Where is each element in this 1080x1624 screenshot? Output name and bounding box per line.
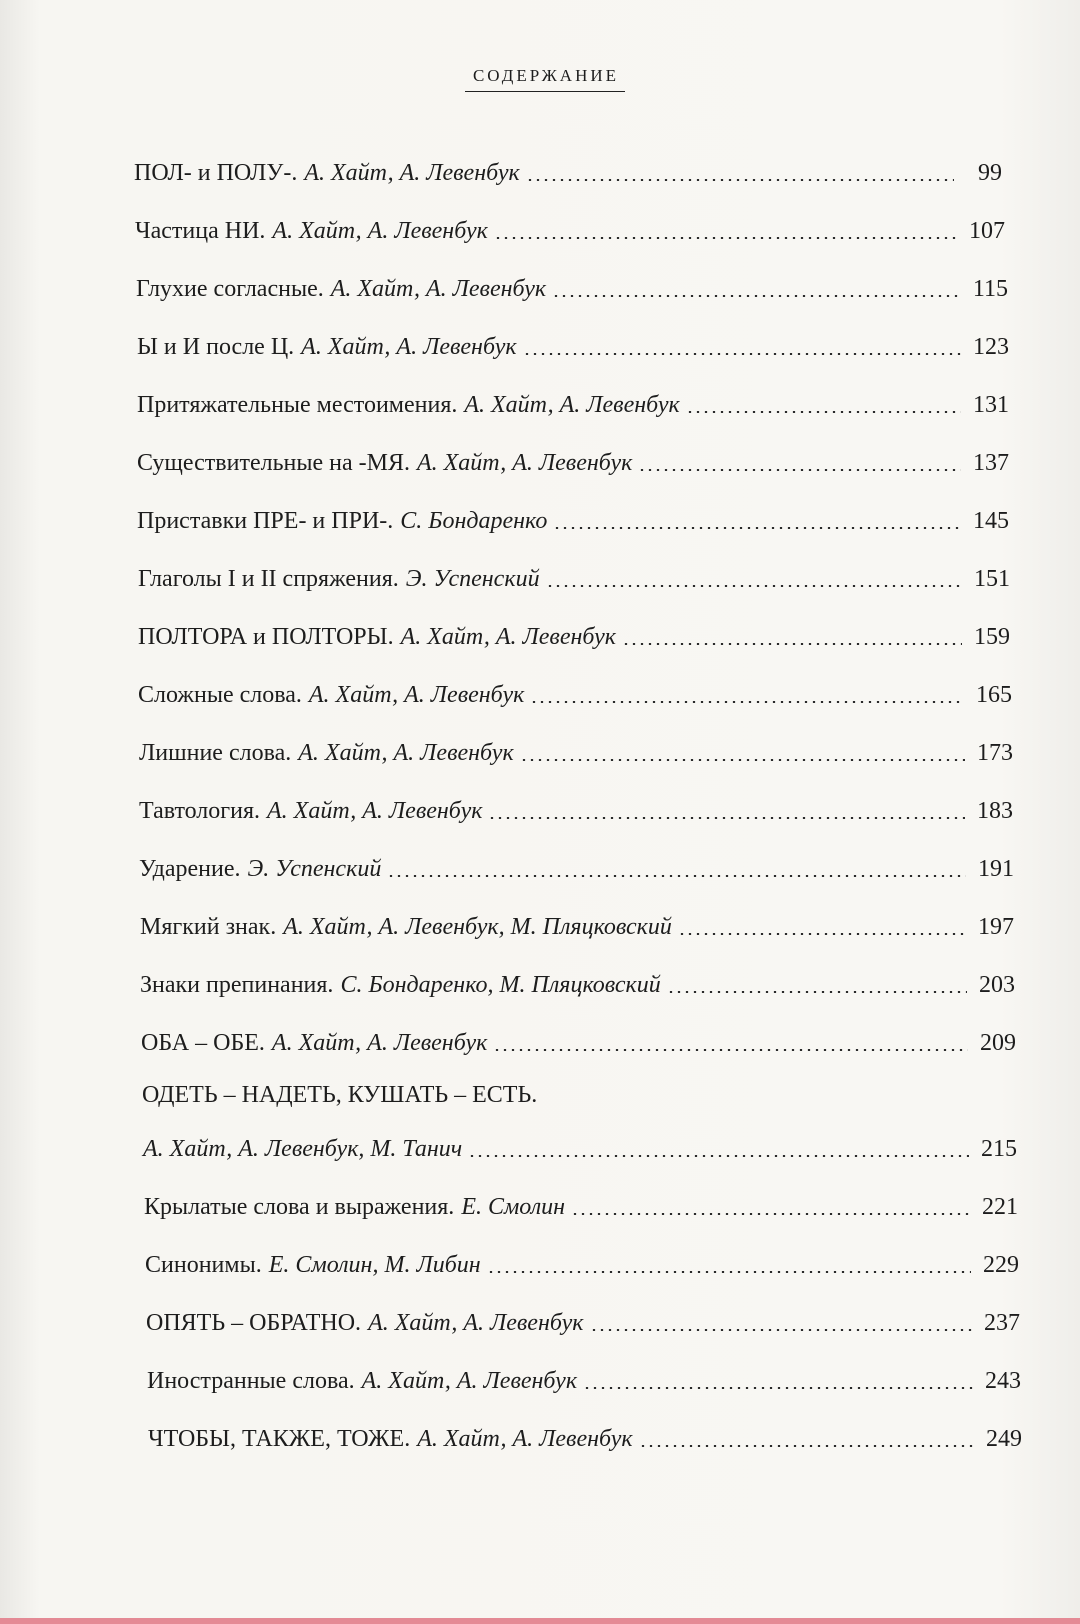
entry-page-number: 249 xyxy=(986,1426,1022,1452)
entry-authors: А. Хайт, А. Левенбук, М. Танич xyxy=(143,1136,463,1162)
dot-leader xyxy=(523,353,961,355)
toc-entry xyxy=(137,438,1009,478)
entry-page-number: 107 xyxy=(969,218,1005,244)
toc-entry xyxy=(144,1182,1018,1222)
entry-authors: А. Хайт, А. Левенбук xyxy=(464,392,680,418)
entry-title: ОБА – ОБЕ. xyxy=(141,1030,265,1056)
entry-page-number: 229 xyxy=(983,1252,1019,1278)
entry-page-number: 151 xyxy=(974,566,1010,592)
entry-title: Лишние слова. xyxy=(139,740,292,766)
toc-entry xyxy=(134,148,1002,188)
entry-authors: А. Хайт, А. Левенбук xyxy=(368,1310,584,1336)
entry-page-number: 173 xyxy=(977,740,1013,766)
entry-authors: А. Хайт, А. Левенбук xyxy=(301,334,517,360)
entry-title: Ударение. xyxy=(139,856,241,882)
entry-authors: А. Хайт, А. Левенбук xyxy=(271,1030,488,1056)
toc-entry-continuation xyxy=(143,1124,1017,1164)
entry-title: ПОЛ- и ПОЛУ-. xyxy=(134,160,298,186)
dot-leader xyxy=(487,1271,971,1273)
dot-leader xyxy=(571,1213,970,1215)
entry-authors: А. Хайт, А. Левенбук xyxy=(298,740,514,766)
toc-entry xyxy=(139,728,1013,768)
dot-leader xyxy=(493,1049,968,1051)
entry-authors: А. Хайт, А. Левенбук xyxy=(267,798,483,824)
entry-authors: Е. Смолин, М. Либин xyxy=(268,1252,481,1278)
toc-entry xyxy=(135,206,1005,246)
entry-authors: Э. Успенский xyxy=(247,856,382,882)
entry-authors: А. Хайт, А. Левенбук xyxy=(417,1426,633,1452)
dot-leader xyxy=(686,411,961,413)
page-bottom-edge xyxy=(0,1618,1080,1624)
entry-title: Синонимы. xyxy=(145,1252,262,1278)
entry-authors: А. Хайт, А. Левенбук xyxy=(416,450,633,476)
dot-leader xyxy=(638,469,961,471)
entry-page-number: 191 xyxy=(978,856,1014,882)
entry-authors: С. Бондаренко, М. Пляцковский xyxy=(340,972,661,998)
entry-title: Существительные на -МЯ. xyxy=(137,450,410,476)
entry-title: Притяжательные местоимения. xyxy=(137,392,458,418)
dot-leader xyxy=(583,1387,973,1389)
entry-page-number: 159 xyxy=(974,624,1010,650)
toc-entry xyxy=(138,670,1012,710)
dot-leader xyxy=(520,759,965,761)
entry-title: Частица НИ. xyxy=(135,218,266,244)
toc-entry xyxy=(141,1018,1016,1058)
dot-leader xyxy=(553,527,961,529)
entry-page-number: 115 xyxy=(972,276,1008,302)
entry-page-number: 137 xyxy=(973,450,1009,476)
entry-authors: Э. Успенский xyxy=(405,566,540,592)
entry-page-number: 165 xyxy=(976,682,1012,708)
toc-entry xyxy=(139,786,1013,826)
entry-authors: А. Хайт, А. Левенбук xyxy=(400,624,617,650)
toc-entry xyxy=(139,844,1014,884)
entry-title: Знаки препинания. xyxy=(140,972,334,998)
entry-page-number: 123 xyxy=(973,334,1009,360)
entry-authors: С. Бондаренко xyxy=(400,508,548,534)
dot-leader xyxy=(488,817,965,819)
entry-authors: А. Хайт, А. Левенбук xyxy=(361,1368,578,1394)
entry-title: Сложные слова. xyxy=(138,682,302,708)
entry-page-number: 131 xyxy=(973,392,1009,418)
entry-title: Крылатые слова и выражения. xyxy=(144,1194,455,1220)
entry-title: Мягкий знак. xyxy=(140,914,277,940)
dot-leader xyxy=(494,237,957,239)
entry-authors: А. Хайт, А. Левенбук xyxy=(304,160,520,186)
entry-title: Приставки ПРЕ- и ПРИ-. xyxy=(137,508,394,534)
entry-authors: А. Хайт, А. Левенбук xyxy=(272,218,488,244)
entry-page-number: 221 xyxy=(982,1194,1018,1220)
page-header xyxy=(0,66,1080,92)
dot-leader xyxy=(678,933,966,935)
toc-entry xyxy=(138,612,1010,652)
toc-entry xyxy=(136,264,1008,304)
dot-leader xyxy=(667,991,967,993)
entry-title: Глухие согласные. xyxy=(136,276,324,302)
toc-entry xyxy=(147,1356,1021,1396)
dot-leader xyxy=(639,1445,974,1447)
entry-page-number: 215 xyxy=(981,1136,1017,1162)
entry-page-number: 209 xyxy=(980,1030,1016,1056)
toc-entry xyxy=(138,554,1010,594)
dot-leader xyxy=(530,701,964,703)
entry-title: Тавтология. xyxy=(139,798,261,824)
entry-title: Иностранные слова. xyxy=(147,1368,355,1394)
entry-title: ОПЯТЬ – ОБРАТНО. xyxy=(146,1310,362,1336)
entry-title: ОДЕТЬ – НАДЕТЬ, КУШАТЬ – ЕСТЬ. xyxy=(142,1082,538,1108)
page-title: СОДЕРЖАНИЕ xyxy=(465,66,625,92)
dot-leader xyxy=(546,585,962,587)
dot-leader xyxy=(387,875,966,877)
entry-page-number: 243 xyxy=(985,1368,1021,1394)
entry-authors: А. Хайт, А. Левенбук xyxy=(308,682,525,708)
dot-leader xyxy=(622,643,962,645)
entry-authors: А. Хайт, А. Левенбук xyxy=(330,276,547,302)
entry-title: ПОЛТОРА и ПОЛТОРЫ. xyxy=(138,624,394,650)
entry-title: Глаголы I и II спряжения. xyxy=(138,566,399,592)
toc-entry xyxy=(145,1240,1019,1280)
toc-entry xyxy=(140,902,1014,942)
entry-page-number: 237 xyxy=(984,1310,1020,1336)
toc-entry xyxy=(148,1414,1022,1454)
entry-authors: Е. Смолин xyxy=(461,1194,566,1220)
entry-title: ЧТОБЫ, ТАКЖЕ, ТОЖЕ. xyxy=(148,1426,411,1452)
dot-leader xyxy=(468,1155,969,1157)
entry-page-number: 203 xyxy=(979,972,1015,998)
entry-title: Ы и И после Ц. xyxy=(137,334,295,360)
toc-entry xyxy=(140,960,1015,1000)
entry-page-number: 183 xyxy=(977,798,1013,824)
entry-page-number: 99 xyxy=(978,160,1002,186)
dot-leader xyxy=(552,295,960,297)
toc-entry xyxy=(137,322,1009,362)
dot-leader xyxy=(526,179,954,181)
toc-entry xyxy=(146,1298,1020,1338)
entry-page-number: 145 xyxy=(973,508,1009,534)
dot-leader xyxy=(590,1329,973,1331)
toc-entry xyxy=(137,496,1009,536)
toc-entry xyxy=(137,380,1009,420)
entry-authors: А. Хайт, А. Левенбук, М. Пляцковский xyxy=(283,914,672,940)
entry-page-number: 197 xyxy=(978,914,1014,940)
